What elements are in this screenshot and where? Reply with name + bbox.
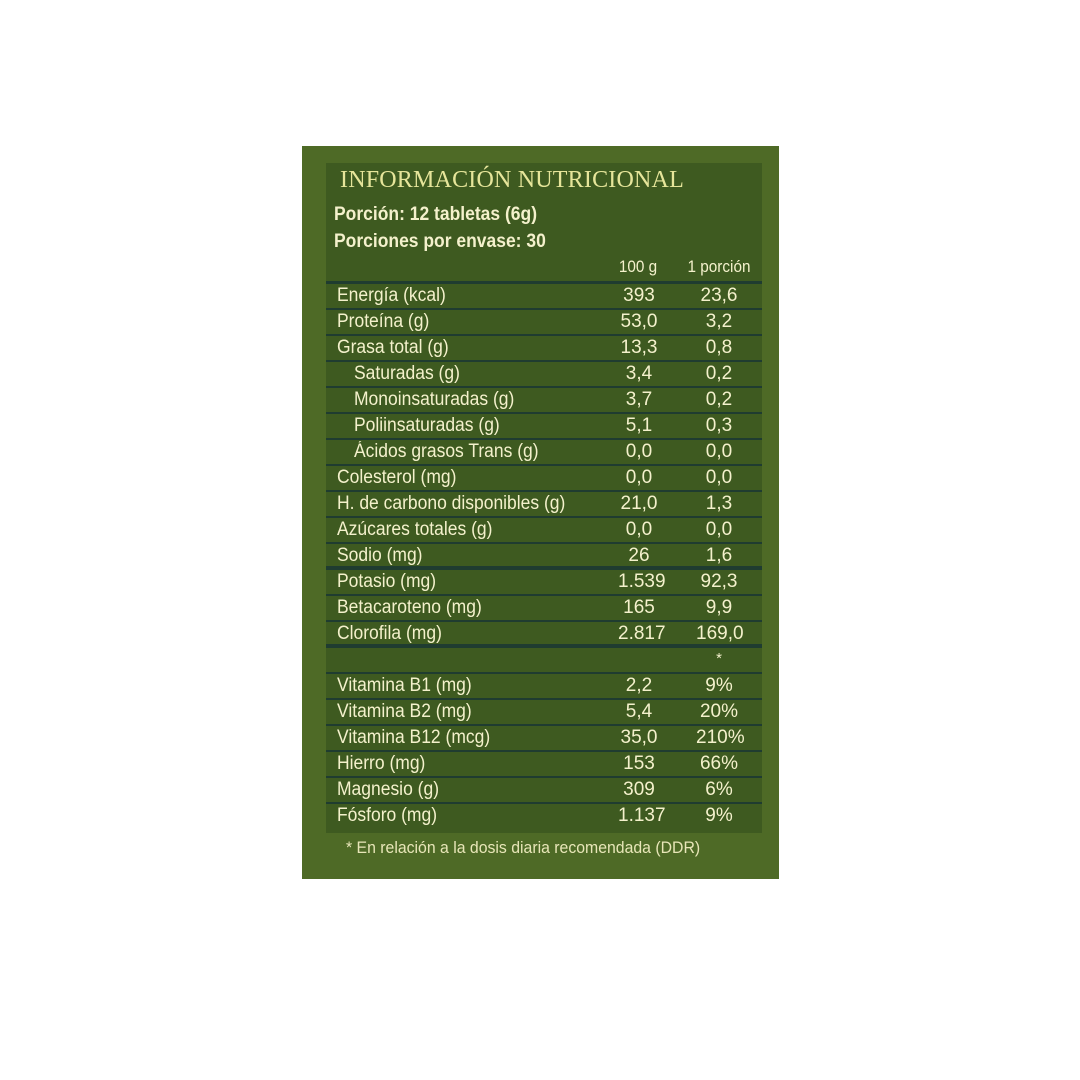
nutrient-label: Grasa total (g) xyxy=(337,337,449,358)
value-portion: 66% xyxy=(699,753,739,774)
value-portion: 0,0 xyxy=(705,441,733,462)
nutrient-row-cholesterol xyxy=(326,466,762,492)
nutrient-row-saturated xyxy=(326,362,762,388)
value-portion: 20% xyxy=(699,701,739,722)
nutrient-row-chlorophyll xyxy=(326,622,762,648)
nutrient-label: Fósforo (mg) xyxy=(337,805,438,826)
value-portion: 0,0 xyxy=(705,519,733,540)
nutrient-row-vitamin-b12 xyxy=(326,726,762,752)
nutrient-label: Vitamina B12 (mcg) xyxy=(337,727,491,748)
value-100g: 5,1 xyxy=(625,415,653,436)
nutrient-label: Sodio (mg) xyxy=(337,545,423,566)
nutrient-row-trans-fat xyxy=(326,440,762,466)
nutrient-rows xyxy=(326,284,762,830)
nutrient-label: Azúcares totales (g) xyxy=(337,519,493,540)
nutrient-label: Proteína (g) xyxy=(337,311,430,332)
ddr-footnote: * En relación a la dosis diaria recomendada (DDR) xyxy=(346,838,701,857)
nutrient-label: Poliinsaturadas (g) xyxy=(354,415,500,436)
value-100g: 3,4 xyxy=(625,363,653,384)
value-100g: 21,0 xyxy=(620,493,658,514)
nutrition-table-area xyxy=(326,163,762,833)
value-portion: 9% xyxy=(705,805,733,826)
value-portion: 6% xyxy=(705,779,733,800)
nutrient-label: Saturadas (g) xyxy=(354,363,460,384)
value-100g: 165 xyxy=(623,597,655,618)
nutrient-label: Vitamina B1 (mg) xyxy=(337,675,472,696)
nutrient-label: Potasio (mg) xyxy=(337,571,437,592)
value-portion: 3,2 xyxy=(705,311,733,332)
value-100g: 2.817 xyxy=(618,623,666,644)
value-100g: 5,4 xyxy=(625,701,653,722)
nutrient-row-energy xyxy=(326,284,762,310)
value-portion: 169,0 xyxy=(696,623,744,644)
nutrient-label: Energía (kcal) xyxy=(337,285,446,306)
value-100g: 53,0 xyxy=(620,311,658,332)
value-100g: 0,0 xyxy=(625,519,653,540)
nutrient-label: Vitamina B2 (mg) xyxy=(337,701,472,722)
nutrient-row-vitamin-b2 xyxy=(326,700,762,726)
value-portion: 23,6 xyxy=(700,285,738,306)
nutrient-row-vitamin-b1 xyxy=(326,674,762,700)
nutrient-label: Magnesio (g) xyxy=(337,779,440,800)
value-portion: 1,6 xyxy=(705,545,733,566)
nutrient-row-protein xyxy=(326,310,762,336)
nutrient-label: Monoinsaturadas (g) xyxy=(354,389,515,410)
value-100g: 35,0 xyxy=(620,727,658,748)
nutrient-label: Clorofila (mg) xyxy=(337,623,442,644)
value-portion: 1,3 xyxy=(705,493,733,514)
value-portion: 0,2 xyxy=(705,363,733,384)
nutrition-label xyxy=(302,146,779,879)
value-100g: 3,7 xyxy=(625,389,653,410)
nutrient-row-monounsaturated xyxy=(326,388,762,414)
nutrient-label: Ácidos grasos Trans (g) xyxy=(354,441,539,462)
value-100g: 13,3 xyxy=(620,337,658,358)
nutrient-row-total-fat xyxy=(326,336,762,362)
value-portion: 0,8 xyxy=(705,337,733,358)
value-100g: 309 xyxy=(623,779,655,800)
portions-per-pack: Porciones por envase: 30 xyxy=(334,231,546,252)
value-100g: 1.137 xyxy=(618,805,666,826)
nutrient-label: Hierro (mg) xyxy=(337,753,426,774)
column-header-100g: 100 g xyxy=(618,257,658,276)
portion-size: Porción: 12 tabletas (6g) xyxy=(334,204,538,225)
column-header-portion: 1 porción xyxy=(687,257,751,276)
value-100g: 2,2 xyxy=(625,675,653,696)
nutrient-row-carbohydrates xyxy=(326,492,762,518)
value-100g: 393 xyxy=(623,285,655,306)
nutrient-row-potassium xyxy=(326,570,762,596)
nutrient-label: Betacaroteno (mg) xyxy=(337,597,482,618)
nutrient-row-sodium xyxy=(326,544,762,570)
value-100g: 153 xyxy=(623,753,655,774)
nutrient-row-phosphorus xyxy=(326,804,762,830)
value-portion: 210% xyxy=(696,727,745,748)
value-portion: 9,9 xyxy=(705,597,733,618)
nutrient-row-polyunsaturated xyxy=(326,414,762,440)
nutrient-label: H. de carbono disponibles (g) xyxy=(337,493,566,514)
nutrient-row-magnesium xyxy=(326,778,762,804)
ddr-asterisk: * xyxy=(716,650,722,667)
nutrient-row-sugars xyxy=(326,518,762,544)
value-100g: 0,0 xyxy=(625,467,653,488)
value-portion: 9% xyxy=(705,675,733,696)
value-portion: 0,0 xyxy=(705,467,733,488)
ddr-marker-row xyxy=(326,648,762,674)
value-portion: 0,2 xyxy=(705,389,733,410)
value-100g: 1.539 xyxy=(618,571,666,592)
nutrient-label: Colesterol (mg) xyxy=(337,467,457,488)
value-portion: 92,3 xyxy=(700,571,738,592)
value-portion: 0,3 xyxy=(705,415,733,436)
value-100g: 26 xyxy=(628,545,650,566)
nutrient-row-betacarotene xyxy=(326,596,762,622)
label-title: INFORMACIÓN NUTRICIONAL xyxy=(340,167,684,193)
value-100g: 0,0 xyxy=(625,441,653,462)
nutrient-row-iron xyxy=(326,752,762,778)
